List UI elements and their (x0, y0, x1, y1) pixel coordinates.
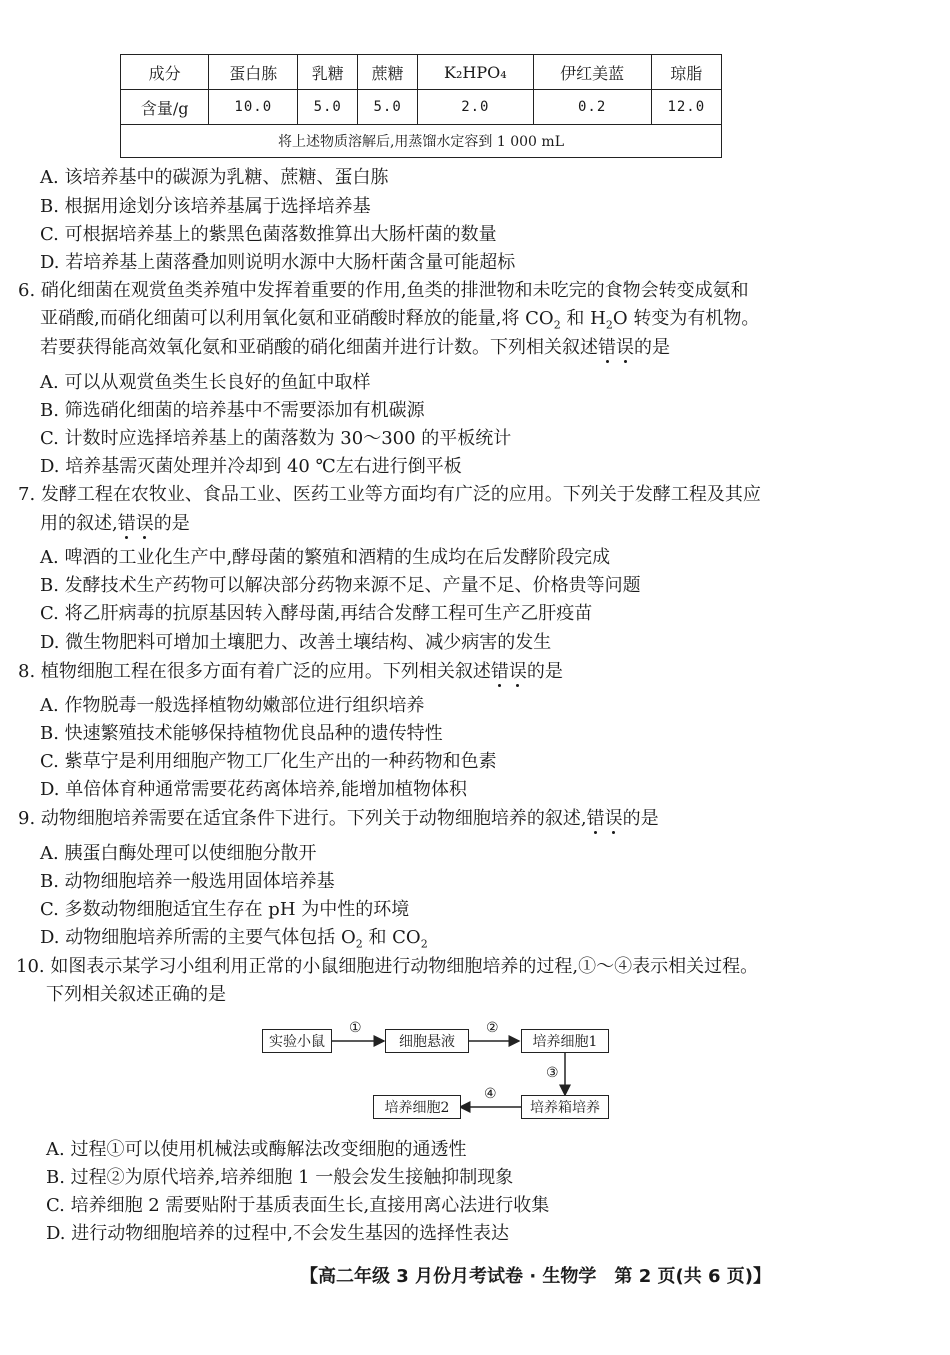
q5-option-a: A. 该培养基中的碳源为乳糖、蔗糖、蛋白胨 (40, 167, 389, 188)
q5-option-d: D. 若培养基上菌落叠加则说明水源中大肠杆菌含量可能超标 (40, 252, 516, 273)
emphasis-text: 错误 (586, 808, 623, 829)
flow-step-4: ④ (484, 1086, 497, 1102)
table-header-cell: K₂HPO₄ (418, 55, 534, 90)
table-header-cell: 蛋白胨 (209, 55, 298, 90)
q6-stem-line1: 6. 硝化细菌在观赏鱼类养殖中发挥着重要的作用,鱼类的排泄物和未吃完的食物会转变成氨和 (18, 280, 749, 301)
q10-stem-line2: 下列相关叙述正确的是 (46, 984, 226, 1005)
q7-stem-line2: 用的叙述,错误的是 (40, 513, 190, 534)
table-row-label: 含量/g (121, 90, 209, 125)
emphasis-text: 错误 (490, 661, 527, 682)
q10-option-c: C. 培养细胞 2 需要贴附于基质表面生长,直接用离心法进行收集 (46, 1195, 550, 1216)
q9-option-a: A. 胰蛋白酶处理可以使细胞分散开 (40, 843, 317, 864)
page-footer: 【高二年级 3 月份月考试卷 · 生物学 第 2 页(共 6 页)】 (300, 1266, 771, 1287)
q8-option-c: C. 紫草宁是利用细胞产物工厂化生产出的一种药物和色素 (40, 751, 497, 772)
emphasis-text: 错误 (117, 513, 154, 534)
flow-step-2: ② (486, 1020, 499, 1036)
table-header-cell: 琼脂 (651, 55, 721, 90)
q7-option-a: A. 啤酒的工业化生产中,酵母菌的繁殖和酒精的生成均在后发酵阶段完成 (40, 547, 611, 568)
q6-stem-line3: 若要获得能高效氧化氨和亚硝酸的硝化细菌并进行计数。下列相关叙述错误的是 (40, 337, 670, 358)
table-header-cell: 成分 (121, 55, 209, 90)
q9-option-d: D. 动物细胞培养所需的主要气体包括 $O_2$ 和 $CO_2$ (40, 927, 428, 951)
table-header-cell: 蔗糖 (358, 55, 418, 90)
q6-option-a: A. 可以从观赏鱼类生长良好的鱼缸中取样 (40, 372, 371, 393)
q7-stem-line1: 7. 发酵工程在农牧业、食品工业、医药工业等方面均有广泛的应用。下列关于发酵工程及其应 (18, 484, 761, 505)
table-cell: 0.2 (533, 90, 651, 125)
flow-box-cultured-cell-1: 培养细胞1 (521, 1029, 609, 1053)
q6-stem-line2: 亚硝酸,而硝化细菌可以利用氧化氨和亚硝酸时释放的能量,将 $CO_2$ 和 $H_2O$ 转变为有机物。 (40, 308, 760, 332)
emphasis-text: 错误 (598, 337, 634, 358)
table-cell: 12.0 (651, 90, 721, 125)
q8-option-d: D. 单倍体育种通常需要花药离体培养,能增加植物体积 (40, 779, 467, 800)
q7-option-c: C. 将乙肝病毒的抗原基因转入酵母菌,再结合发酵工程可生产乙肝疫苗 (40, 603, 593, 624)
table-header-cell: 乳糖 (298, 55, 358, 90)
flow-box-cultured-cell-2: 培养细胞2 (373, 1095, 461, 1119)
flow-box-cell-suspension: 细胞悬液 (385, 1029, 469, 1053)
q5-option-b: B. 根据用途划分该培养基属于选择培养基 (40, 196, 371, 217)
q9-option-c: C. 多数动物细胞适宜生存在 pH 为中性的环境 (40, 899, 410, 920)
flow-step-3: ③ (546, 1065, 559, 1081)
flow-step-1: ① (349, 1020, 362, 1036)
q8-stem: 8. 植物细胞工程在很多方面有着广泛的应用。下列相关叙述错误的是 (18, 661, 563, 682)
q8-option-b: B. 快速繁殖技术能够保持植物优良品种的遗传特性 (40, 723, 443, 744)
table-cell: 5.0 (358, 90, 418, 125)
q6-option-c: C. 计数时应选择培养基上的菌落数为 30～300 的平板统计 (40, 428, 512, 449)
table-cell: 10.0 (209, 90, 298, 125)
q10-option-b: B. 过程②为原代培养,培养细胞 1 一般会发生接触抑制现象 (46, 1167, 514, 1188)
q5-option-c: C. 可根据培养基上的紫黑色菌落数推算出大肠杆菌的数量 (40, 224, 497, 245)
flow-box-mouse: 实验小鼠 (262, 1029, 332, 1053)
q10-option-d: D. 进行动物细胞培养的过程中,不会发生基因的选择性表达 (46, 1223, 509, 1244)
table-cell: 5.0 (298, 90, 358, 125)
q8-option-a: A. 作物脱毒一般选择植物幼嫩部位进行组织培养 (40, 695, 425, 716)
q9-option-b: B. 动物细胞培养一般选用固体培养基 (40, 871, 335, 892)
q7-option-b: B. 发酵技术生产药物可以解决部分药物来源不足、产量不足、价格贵等问题 (40, 575, 641, 596)
flow-box-incubator: 培养箱培养 (521, 1095, 609, 1119)
table-cell: 2.0 (418, 90, 534, 125)
q10-option-a: A. 过程①可以使用机械法或酶解法改变细胞的通透性 (46, 1139, 467, 1160)
table-note: 将上述物质溶解后,用蒸馏水定容到 1 000 mL (121, 125, 722, 158)
q9-stem: 9. 动物细胞培养需要在适宜条件下进行。下列关于动物细胞培养的叙述,错误的是 (18, 808, 659, 829)
q7-option-d: D. 微生物肥料可增加土壤肥力、改善土壤结构、减少病害的发生 (40, 632, 552, 653)
q6-option-d: D. 培养基需灭菌处理并冷却到 40 ℃左右进行倒平板 (40, 456, 462, 477)
table-header-cell: 伊红美蓝 (533, 55, 651, 90)
q6-option-b: B. 筛选硝化细菌的培养基中不需要添加有机碳源 (40, 400, 425, 421)
q10-stem-line1: 10. 如图表示某学习小组利用正常的小鼠细胞进行动物细胞培养的过程,①～④表示相关过程。 (16, 956, 759, 977)
